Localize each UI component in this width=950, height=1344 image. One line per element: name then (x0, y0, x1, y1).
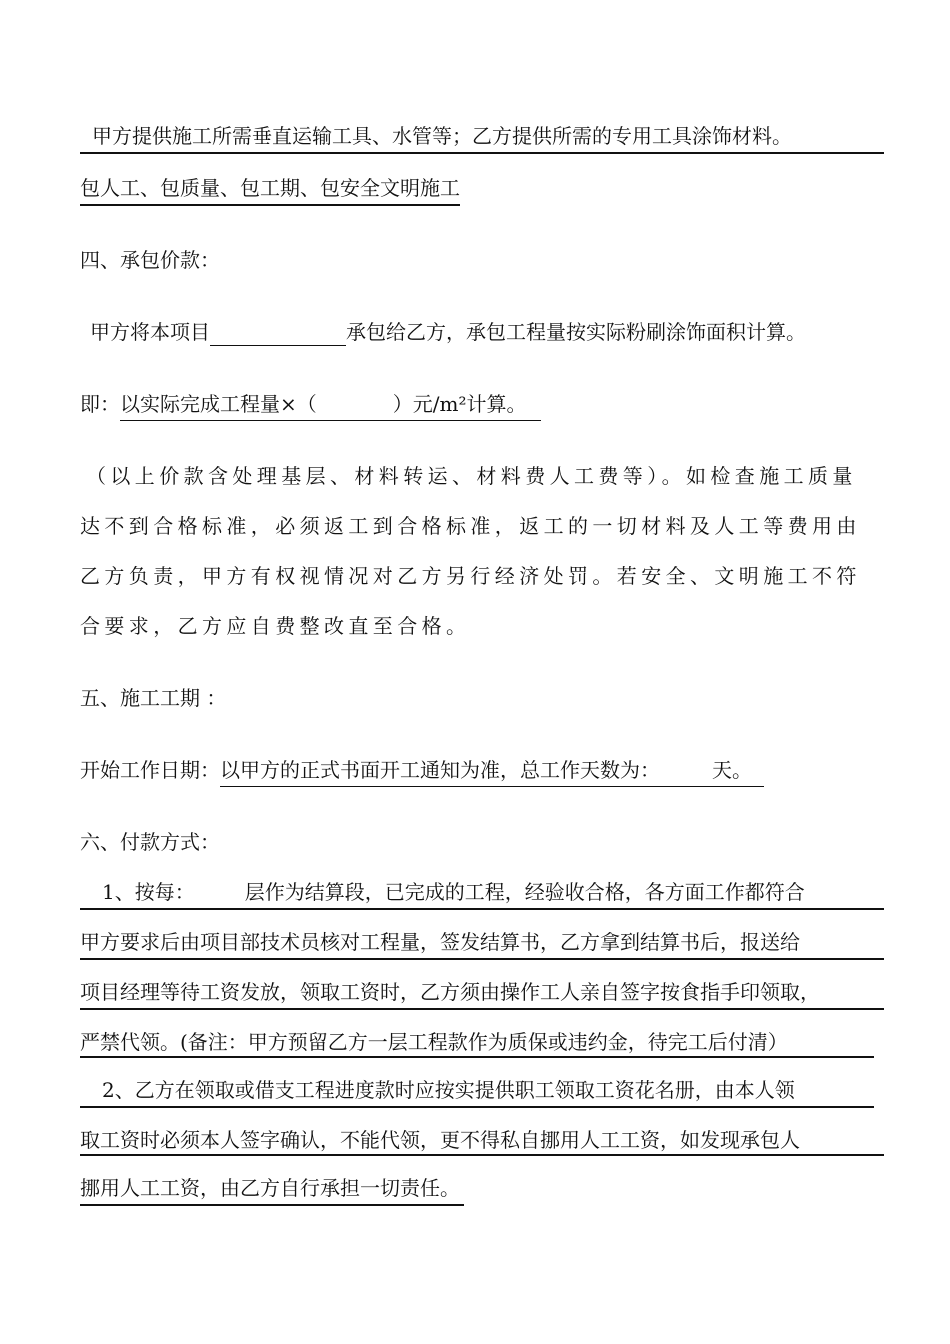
unit-price-formula (120, 390, 541, 421)
start-date-label: 开始工作日期： (80, 758, 220, 782)
project-name-blank (210, 323, 346, 346)
payment-item2-line2: 取工资时必须本人签字确认，不能代领，更不得私自挪用人工工资，如发现承包人 (80, 1128, 800, 1152)
contract-scope-text: 包人工、包质量、包工期、包安全文明施工 (80, 174, 460, 206)
payment-item1-line2: 甲方要求后由项目部技术员核对工程量，签发结算书，乙方拿到结算书后，报送给 (80, 930, 800, 954)
start-date-text-1: 以甲方的正式书面开工通知为准，总工作天数为： (220, 758, 660, 782)
project-price-line (80, 318, 806, 346)
payment-item2-text-1: 2、乙方在领取或借支工程进度款时应按实提供职工领取工资花名册，由本人领 (102, 1078, 795, 1102)
project-price-text-1: 甲方将本项目 (90, 320, 210, 344)
unit-price-text-2: ）元/m²计算。 (392, 392, 527, 416)
materials-underline (80, 152, 884, 154)
section6-heading: 六、付款方式： (80, 830, 220, 854)
payment-item1-underline-3 (80, 1008, 884, 1010)
payment-item1-underline-1 (80, 908, 884, 910)
price-note-line-2: 达不到合格标准，必须返工到合格标准，返工的一切材料及人工等费用由 (80, 514, 861, 538)
payment-item1-text-2: 层作为结算段，已完成的工程，经验收合格，各方面工作都符合 (244, 880, 805, 904)
materials-text: 甲方提供施工所需垂直运输工具、水管等；乙方提供所需的专用工具涂饰材料。 (92, 124, 792, 148)
unit-price-text-1: 以实际完成工程量×（ (120, 392, 317, 416)
section4-heading: 四、承包价款： (80, 248, 220, 272)
payment-item2-underline-2 (80, 1154, 884, 1156)
payment-item1-line1 (80, 878, 805, 906)
price-note-line-1 (80, 462, 857, 490)
payment-item1-underline-2 (80, 958, 884, 960)
unit-price-label: 即： (80, 392, 120, 416)
project-price-text-2: 承包给乙方，承包工程量按实际粉刷涂饰面积计算。 (346, 320, 806, 344)
price-note-line-4: 合要求，乙方应自费整改直至合格。 (80, 614, 471, 638)
payment-item1-line3: 项目经理等待工资发放，领取工资时，乙方须由操作工人亲自签字按食指手印领取， (80, 980, 820, 1004)
start-date-text-2: 天。 (712, 758, 752, 782)
section5-heading: 五、施工工期 ： (80, 686, 227, 710)
payment-item2-underline-1 (80, 1106, 874, 1108)
payment-item1-underline-4 (80, 1056, 874, 1058)
start-date-value (220, 756, 764, 787)
price-note-line-3: 乙方负责，甲方有权视情况对乙方另行经济处罚。若安全、文明施工不符 (80, 564, 861, 588)
payment-item1-text-1: 1、按每： (102, 880, 195, 904)
start-date-line (80, 756, 764, 787)
payment-item2-text-3: 挪用人工工资，由乙方自行承担一切责任。 (80, 1174, 464, 1206)
price-note-text-1: （以上价款含处理基层、材料转运、材料费人工费等）。如检查施工质量 (86, 464, 857, 488)
contract-scope-line (80, 174, 460, 206)
unit-price-line (80, 390, 541, 421)
payment-item2-line3 (80, 1174, 464, 1206)
payment-item1-line4: 严禁代领。(备注：甲方预留乙方一层工程款作为质保或违约金，待完工后付清） (80, 1030, 788, 1054)
payment-item2-line1 (80, 1076, 795, 1104)
materials-line (80, 122, 792, 150)
